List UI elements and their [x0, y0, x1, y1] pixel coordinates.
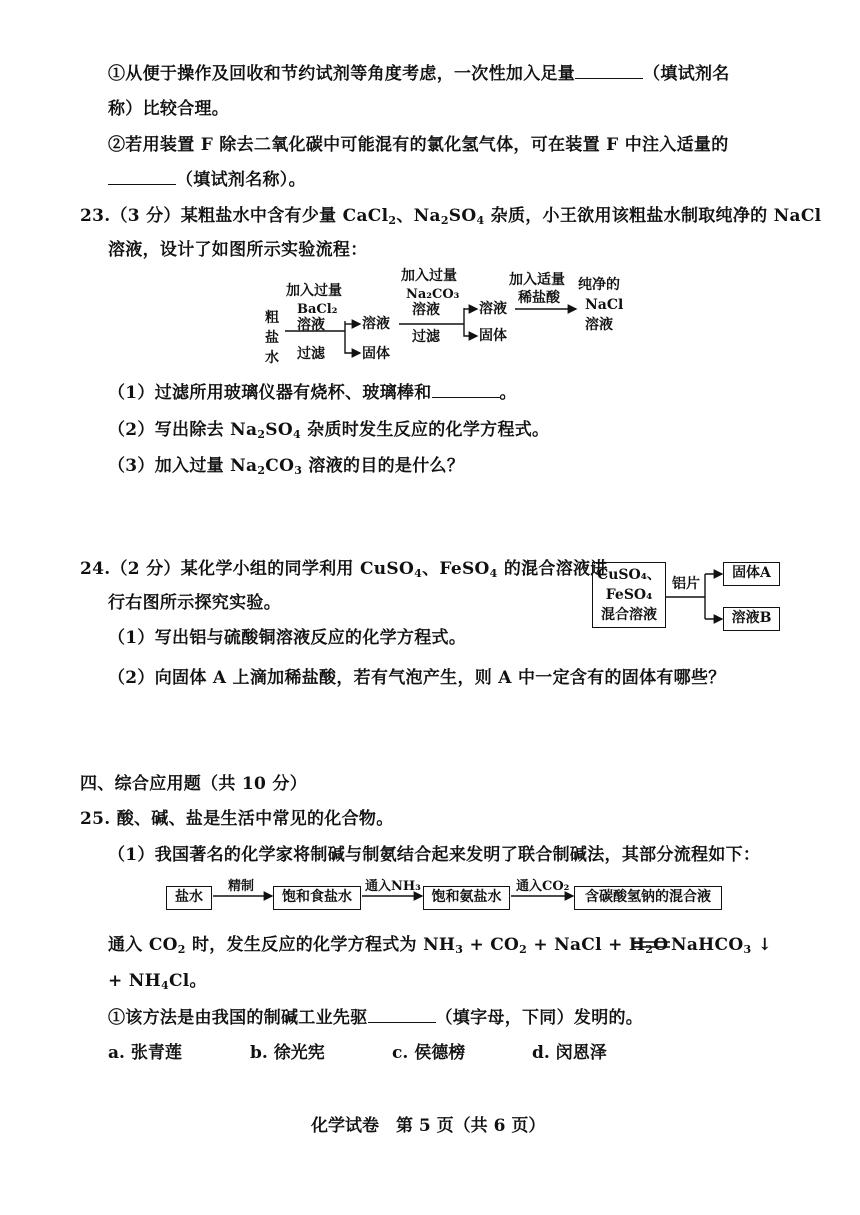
- section-title: 四、综合应用题（共 10 分）: [80, 774, 307, 794]
- flow-liquid: 溶液: [479, 301, 507, 317]
- q24-stem: 24.（2 分）某化学小组的同学利用 CuSO$_4$、FeSO$_4$ 的混合溶液进: [80, 559, 608, 580]
- answer-blank[interactable]: [368, 1008, 436, 1023]
- box-line: 混合溶液: [601, 607, 657, 623]
- flow-solid: 固体: [362, 346, 390, 362]
- q23-sub3: （3）加入过量 $Na_2CO_3$ 溶液的目的是什么？: [108, 456, 465, 477]
- flow-step2-op: 过滤: [412, 329, 440, 345]
- box-line: CuSO₄、: [597, 567, 661, 583]
- flow-arrow-label: 通入NH₃: [365, 879, 421, 894]
- flow-step2-reagent: Na₂CO₃: [406, 287, 460, 302]
- mixed-solution-box: [592, 562, 666, 628]
- flow-box-mixture: 含碳酸氢钠的混合液: [574, 886, 722, 910]
- flow-box-ammonia-brine: 饱和氨盐水: [423, 886, 510, 910]
- q23-sub2: （2）写出除去 $Na_2SO_4$ 杂质时发生反应的化学方程式。: [108, 420, 550, 441]
- q22-part1-line2: 称）比较合理。: [108, 99, 230, 119]
- q24-sub1: （1）写出铝与硫酸铜溶液反应的化学方程式。: [108, 628, 467, 648]
- equation-product: NaHCO$_3$ ↓: [671, 935, 773, 956]
- flow-solid: 固体: [479, 328, 507, 344]
- flow-step3-label: 加入适量: [509, 272, 565, 288]
- flow-start-char: 盐: [265, 330, 279, 346]
- q22-part1-note: （填试剂名: [643, 64, 730, 84]
- flow-step1-op: 过滤: [297, 346, 325, 362]
- flow-arrow-label: 通入CO₂: [516, 879, 570, 894]
- flow-step1-label: 加入过量: [286, 283, 342, 299]
- solid-a-box: 固体A: [723, 562, 780, 586]
- equation-line1: 通入 $CO_2$ 时，发生反应的化学方程式为 $NH_3 + CO_2$ + NaCl + $H_2O$: [108, 935, 669, 956]
- flow-step1-label: 溶液: [297, 317, 325, 333]
- option-b[interactable]: b. 徐光宪: [250, 1043, 325, 1063]
- q22-part2-line2: [108, 169, 306, 191]
- q25-sub1-1: ①该方法是由我国的制碱工业先驱 （填字母，下同）发明的。: [108, 1008, 644, 1028]
- answer-blank[interactable]: [108, 170, 176, 185]
- q23-stem: 23.（3 分）某粗盐水中含有少量 CaCl$_2$、$Na_2SO_4$ 杂质，小王欲用该粗盐水制取纯净的 NaCl: [80, 206, 822, 227]
- q24-sub2: （2）向固体 A 上滴加稀盐酸，若有气泡产生，则 A 中一定含有的固体有哪些？: [108, 668, 726, 688]
- q22-part1-text: ①从便于操作及回收和节约试剂等角度考虑，一次性加入足量: [108, 64, 576, 84]
- flow-liquid: 溶液: [362, 316, 390, 332]
- q25-sub1: （1）我国著名的化学家将制碱与制氨结合起来发明了联合制碱法，其部分流程如下：: [108, 845, 761, 865]
- option-c[interactable]: c. 侯德榜: [392, 1043, 466, 1063]
- q22-part1-line1: [108, 63, 730, 85]
- answer-blank[interactable]: [575, 64, 643, 79]
- flow-product: NaCl: [585, 297, 624, 313]
- flow-step3-reagent: 稀盐酸: [518, 290, 560, 306]
- q25-stem: 25. 酸、碱、盐是生活中常见的化合物。: [80, 809, 394, 829]
- box-line: FeSO₄: [605, 587, 653, 603]
- flow-start-char: 粗: [265, 310, 279, 326]
- flow-box-brine: 盐水: [166, 886, 212, 910]
- q22-part2-note: （填试剂名称）。: [176, 170, 306, 190]
- option-d[interactable]: d. 闵恩泽: [532, 1043, 607, 1063]
- page-footer: 化学试卷 第 5 页（共 6 页）: [311, 1116, 546, 1136]
- reagent-label: 铝片: [672, 576, 700, 592]
- flow-box-saturated-brine: 饱和食盐水: [273, 886, 361, 910]
- option-a[interactable]: a. 张青莲: [108, 1043, 182, 1063]
- flow-start-char: 水: [265, 350, 279, 366]
- answer-blank[interactable]: [432, 383, 500, 398]
- flow-product: 纯净的: [578, 277, 620, 293]
- flow-step1-reagent: BaCl₂: [297, 302, 338, 317]
- q23-sub1: （1）过滤所用玻璃仪器有烧杯、玻璃棒和 。: [108, 383, 517, 403]
- flow-step2-label: 溶液: [412, 302, 440, 318]
- solution-b-box: 溶液B: [723, 607, 780, 631]
- flow-product: 溶液: [585, 317, 613, 333]
- flow-step2-label: 加入过量: [401, 268, 457, 284]
- q22-part2-line1: ②若用装置 F 除去二氧化碳中可能混有的氯化氢气体，可在装置 F 中注入适量的: [108, 135, 729, 155]
- flow-arrow-label: 精制: [228, 879, 255, 894]
- equation-line2: + $NH_4Cl$。: [108, 971, 207, 992]
- q23-stem-line2: 溶液，设计了如图所示实验流程：: [108, 240, 368, 260]
- q24-stem-line2: 行右图所示探究实验。: [108, 593, 281, 613]
